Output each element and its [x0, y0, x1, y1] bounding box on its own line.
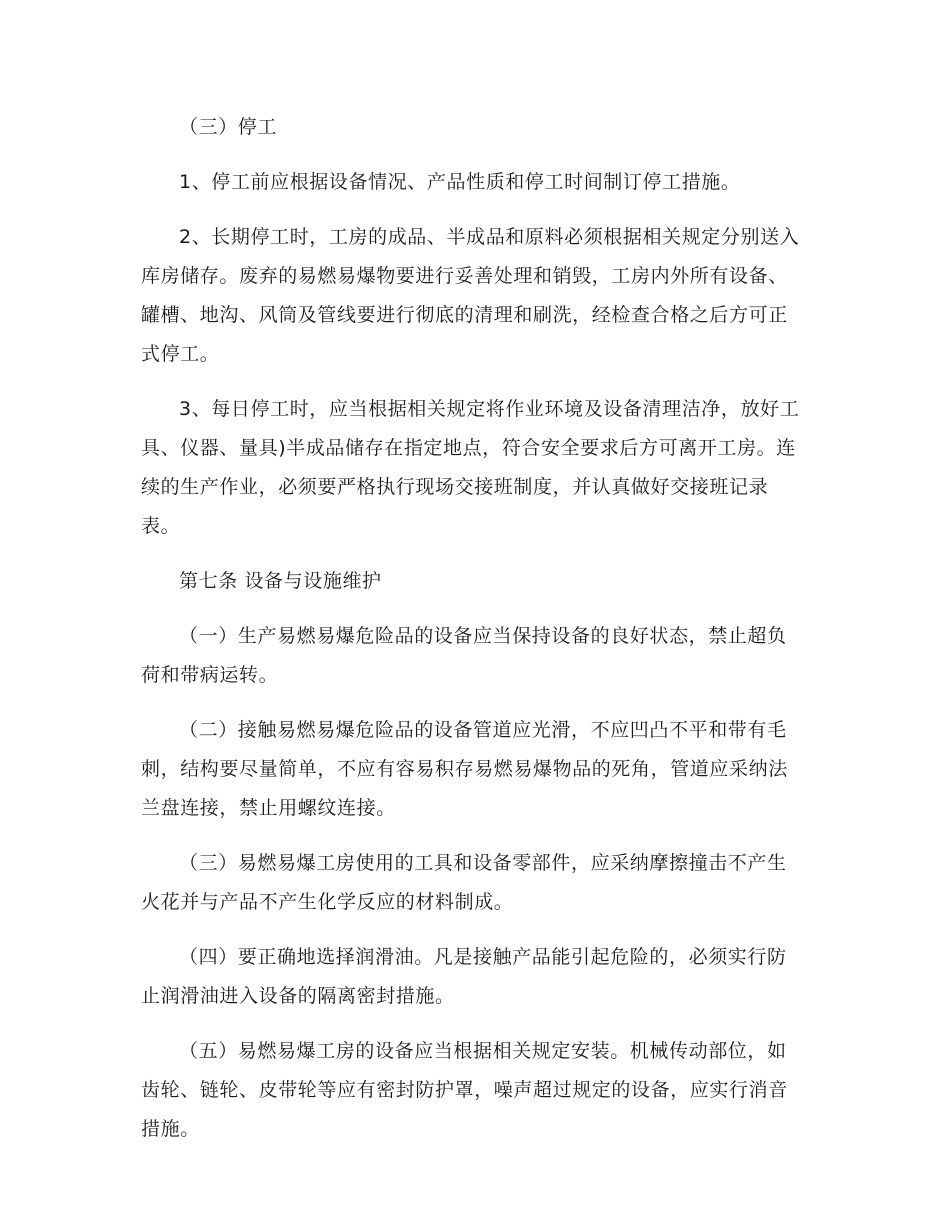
paragraph-shutdown-item-2: 2、长期停工时，工房的成品、半成品和原料必须根据相关规定分别送入库房储存。废弃的易燃易爆物要进行妥善处理和销毁，工房内外所有设备、罐槽、地沟、风筒及管线要进行彻底的清理和刷洗，经检查合格之后方可正式停工。: [141, 226, 800, 365]
paragraph-maintenance-item-3: （三）易燃易爆工房使用的工具和设备零部件，应采纳摩擦撞击不产生火花并与产品不产生化学反应的材料制成。: [141, 852, 787, 913]
document-body: [141, 108, 801, 1165]
paragraph-maintenance-item-2: （二）接触易燃易爆危险品的设备管道应光滑，不应凹凸不平和带有毛刺，结构要尽量简单，不应有容易积存易燃易爆物品的死角，管道应采纳法兰盘连接，禁止用螺纹连接。: [141, 719, 788, 819]
paragraph-shutdown-item-3: 3、每日停工时，应当根据相关规定将作业环境及设备清理洁净，放好工具、仪器、量具)半成品储存在指定地点，符合安全要求后方可离开工房。连续的生产作业，必须要严格执行现场交接班制度，并认真做好交接班记录表。: [141, 398, 800, 537]
paragraph-maintenance-item-5: （五）易燃易爆工房的设备应当根据相关规定安装。机械传动部位，如齿轮、链轮、皮带轮等应有密封防护罩，噪声超过规定的设备，应实行消音措施。: [141, 1040, 788, 1140]
article-heading-maintenance: 第七条 设备与设施维护: [179, 570, 382, 592]
paragraph-shutdown-item-1: 1、停工前应根据设备情况、产品性质和停工时间制订停工措施。: [179, 171, 741, 193]
paragraph-maintenance-item-4: （四）要正确地选择润滑油。凡是接触产品能引起危险的，必须实行防止润滑油进入设备的隔离密封措施。: [141, 946, 787, 1007]
paragraph-maintenance-item-1: （一）生产易燃易爆危险品的设备应当保持设备的良好状态，禁止超负荷和带病运转。: [141, 625, 787, 686]
section-heading-shutdown: （三）停工: [179, 116, 278, 138]
